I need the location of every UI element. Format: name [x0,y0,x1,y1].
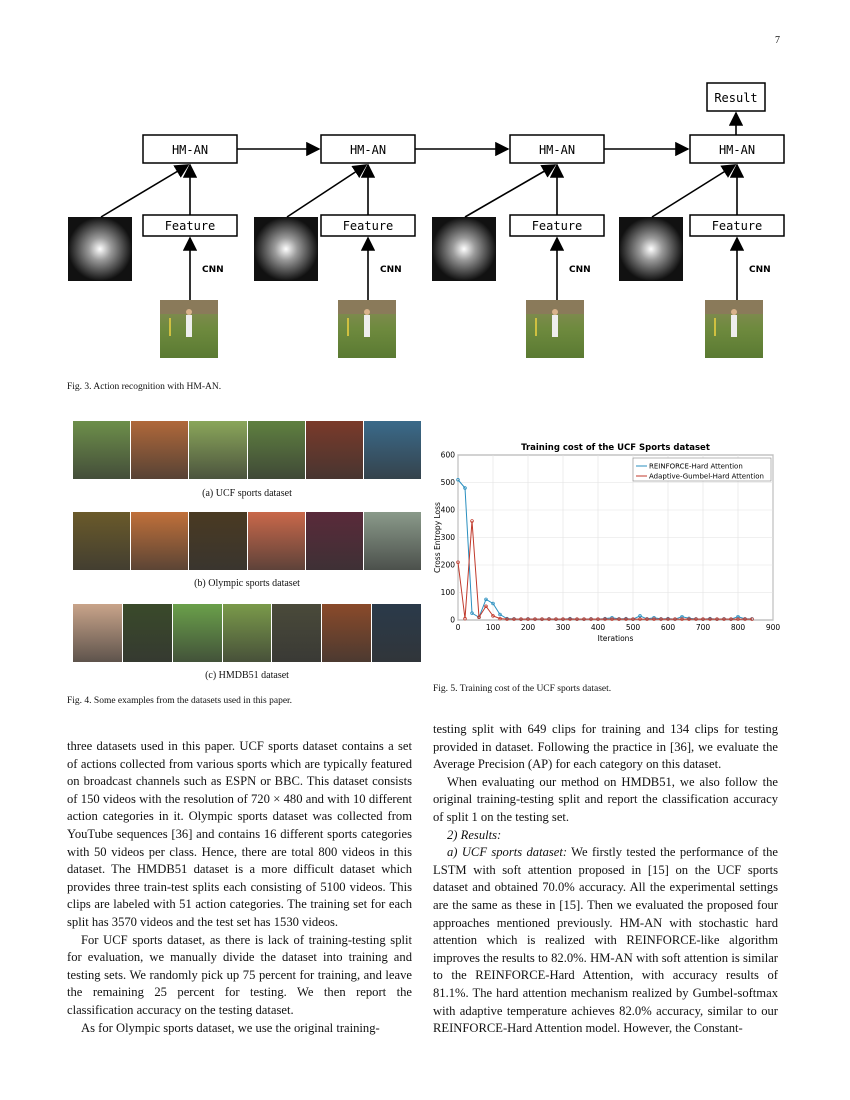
example-thumbnail [372,604,421,662]
left-paragraph-2: For UCF sports dataset, as there is lack of training-testing split for evaluation, we manually divide the dataset into training and testing sets. We randomly pick up 75 percent for training, and leave the remaining 25 percent for testing. We then report the classification accuracy on the testing dataset. [67,932,412,1017]
example-thumbnail [272,604,321,662]
attention-map [254,217,318,281]
example-thumbnail [306,512,363,570]
example-thumbnail [131,421,188,479]
example-thumbnail [73,512,130,570]
example-thumbnail [248,512,305,570]
hman-label: HM-AN [349,143,387,157]
y-tick-label: 600 [440,450,455,460]
x-tick-label: 900 [765,623,781,632]
x-tick-label: 0 [455,623,461,632]
example-thumbnail [189,421,246,479]
y-tick-label: 500 [440,478,455,487]
x-tick-label: 700 [695,623,711,632]
x-tick-label: 500 [625,623,641,632]
right-paragraph-3 [433,844,778,1038]
example-thumbnail [248,421,305,479]
training-cost-chart [430,438,790,653]
video-frame [338,300,396,358]
example-thumbnail [73,604,122,662]
y-axis-label: Cross Entropy Loss [433,502,442,573]
fig3-caption: Fig. 3. Action recognition with HM-AN. [67,382,222,392]
x-axis-label: Iterations [597,634,634,643]
attention-map [432,217,496,281]
x-tick-label: 100 [485,623,501,632]
y-tick-label: 0 [450,615,455,625]
video-frame [526,300,584,358]
hman-label: HM-AN [718,143,756,157]
feature-label: Feature [164,219,216,233]
x-tick-label: 800 [730,623,746,632]
left-column [67,738,412,1037]
example-thumbnail [223,604,272,662]
x-tick-label: 400 [590,623,606,632]
y-tick-label: 200 [440,560,455,570]
attention-map [68,217,132,281]
hman-label: HM-AN [171,143,209,157]
right-column [433,721,778,1038]
left-paragraph-3: As for Olympic sports dataset, we use the original training- [81,1020,380,1035]
result-label: Result [714,91,758,105]
legend-entry: Adaptive-Gumbel-Hard Attention [649,472,764,481]
example-thumbnail [123,604,172,662]
example-thumbnail [364,512,421,570]
example-thumbnail [322,604,371,662]
example-thumbnail [131,512,188,570]
feature-label: Feature [531,219,583,233]
x-tick-label: 600 [660,623,676,632]
example-thumbnail [173,604,222,662]
page-number: 7 [775,35,780,46]
left-paragraph-1: three datasets used in this paper. UCF sports dataset contains a set of actions collected from various sports which are typically featured on broadcast channels such as ESPN or BBC. This dataset consists of 150 videos with the resolution of 720 × 480 and with 10 different action categories in it. Olympic sports dataset was collected from YouTube sequences [36] and contains 16 different sports categories with 50 videos per class. Hence, there are total 800 videos in this dataset. The HMDB51 dataset is a more difficult dataset which provides three train-test splits each consisting of 5100 videos. This clips are labeled with 51 action categories. The training set for each split has 3570 videos and the test set has 1530 videos. [67,739,412,929]
ucf-subheading: a) UCF sports dataset: [447,845,568,860]
cnn-label: CNN [569,265,591,275]
example-thumbnail [364,421,421,479]
hmdb-example-strip [73,604,422,662]
y-tick-label: 400 [440,505,455,515]
ucf-example-strip [73,421,422,479]
right-paragraph-2: When evaluating our method on HMDB51, we also follow the original training-testing split and report the classification accuracy of split 1 on the testing set. [433,774,778,824]
right-paragraph-3-body: We firstly tested the performance of the LSTM with soft attention proposed in [15] on the UCF sports dataset and obtained 70.0% accuracy. All the experimental settings are the same as these in [15]. Then we evaluated the proposed four approaches mentioned previously. HM-AN with stochastic hard attention which is realized with REINFORCE-like algorithm improves the results to 82.0%. HM-AN with soft attention is similar to the REINFORCE-Hard Attention, with accuracy results of 81.1%. The hard attention mechanism realized by Gumbel-softmax with adaptive temperature achieves 82.0% accuracy, similar to our REINFORCE-Hard Attention model. However, the Constant- [433,845,778,1036]
hman-label: HM-AN [538,143,576,157]
results-heading: 2) Results: [447,827,502,842]
fig4-subcaption-c: (c) HMDB51 dataset [205,670,289,681]
video-frame [160,300,218,358]
attention-map [619,217,683,281]
example-thumbnail [189,512,246,570]
x-tick-label: 200 [520,623,536,632]
example-thumbnail [73,421,130,479]
cnn-label: CNN [202,265,224,275]
fig5-caption: Fig. 5. Training cost of the UCF sports dataset. [433,684,612,694]
fig4-subcaption-a: (a) UCF sports dataset [202,488,292,499]
hman-architecture-diagram [55,75,795,375]
olympic-example-strip [73,512,422,570]
y-tick-label: 300 [440,533,455,542]
fig4-subcaption-b: (b) Olympic sports dataset [194,578,300,589]
right-paragraph-1: testing split with 649 clips for training and 134 clips for testing provided in dataset. Following the practice in [36], we evaluate the Average Precision (AP) for each category on this dataset. [433,722,778,772]
feature-label: Feature [711,219,763,233]
chart-title: Training cost of the UCF Sports dataset [521,443,710,453]
video-frame [705,300,763,358]
feature-label: Feature [342,219,394,233]
x-tick-label: 300 [555,623,571,632]
cnn-label: CNN [749,265,771,275]
y-tick-label: 100 [440,588,455,597]
legend-entry: REINFORCE-Hard Attention [649,462,743,471]
fig4-caption: Fig. 4. Some examples from the datasets used in this paper. [67,696,293,706]
cnn-label: CNN [380,265,402,275]
example-thumbnail [306,421,363,479]
